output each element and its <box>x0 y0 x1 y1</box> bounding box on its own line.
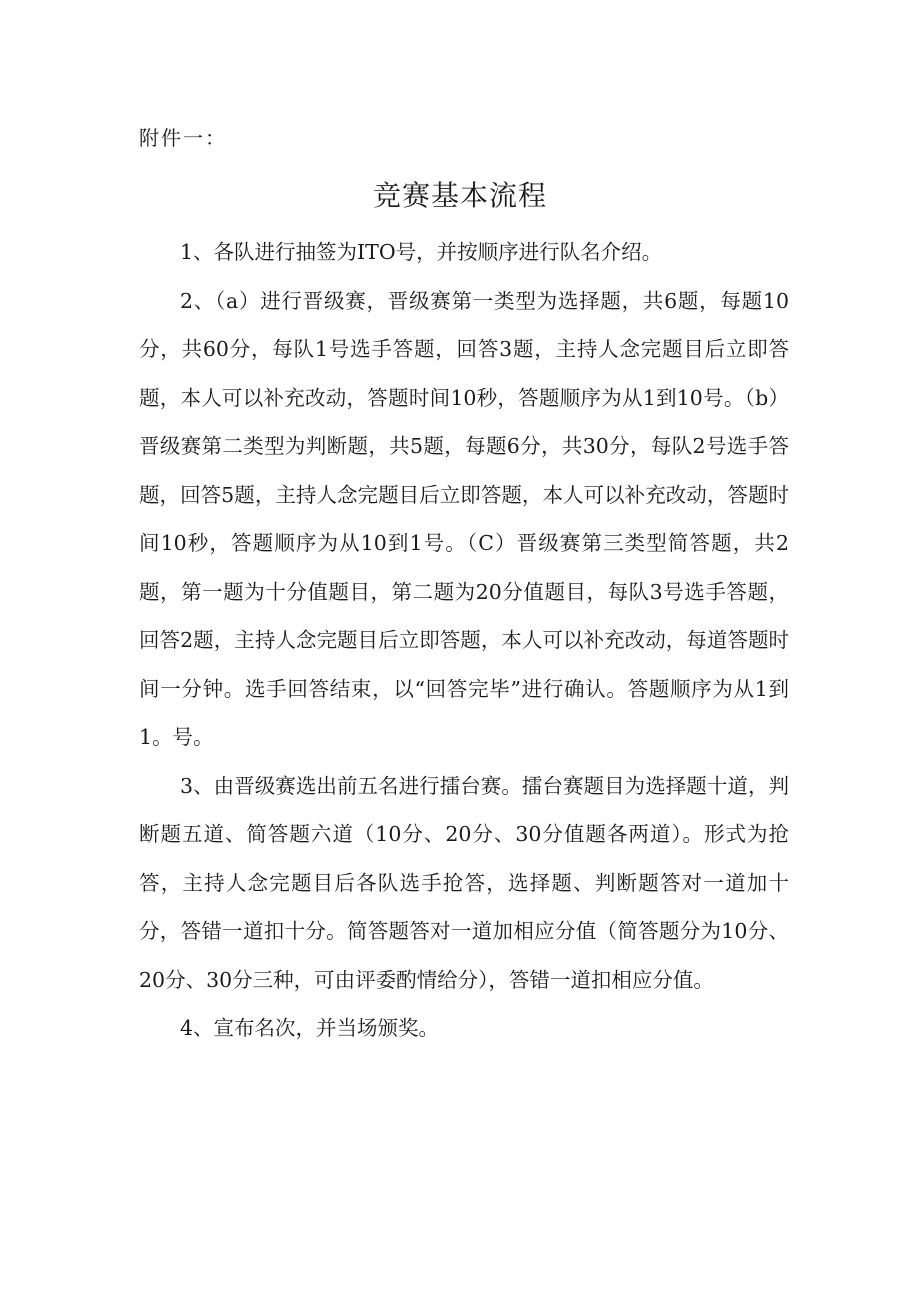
paragraph-arena-round: 3、由晋级赛选出前五名进行擂台赛。擂台赛题目为选择题十道，判断题五道、简答题六道（10分、20分、30分值题各两道）。形式为抢答，主持人念完题目后各队选手抢答，选择题、判断题答对一道加十分，答错一道扣十分。简答题答对一道加相应分值（简答题分为10分、20分、30分三种，可由评委酌情给分），答错一道扣相应分值。 <box>139 773 789 992</box>
paragraph-qualifying-round: 2、（a）进行晋级赛，晋级赛第一类型为选择题，共6题，每题10分，共60分，每队1号选手答题，回答3题，主持人念完题目后立即答题，本人可以补充改动，答题时间10秒，答题顺序为从1到10号。（b）晋级赛第二类型为判断题，共5题，每题6分，共30分，每队2号选手答题，回答5题，主持人念完题目后立即答题，本人可以补充改动，答题时间10秒，答题顺序为从10到1号。（C）晋级赛第三类型简答题，共2题，第一题为十分值题目，第二题为20分值题目，每队3号选手答题，回答2题，主持人念完题目后立即答题，本人可以补充改动，每道答题时间一分钟。选手回答结束，以“回答完毕”进行确认。答题顺序为从1到1。号。 <box>139 288 789 749</box>
document-body <box>139 228 789 1053</box>
attachment-label: 附件一： <box>139 126 227 150</box>
paragraph-awards: 4、宣布名次，并当场颁奖。 <box>180 1016 440 1040</box>
paragraph-draw-lots: 1、各队进行抽签为ITO号，并按顺序进行队名介绍。 <box>180 240 663 264</box>
document-title: 竞赛基本流程 <box>372 179 547 212</box>
